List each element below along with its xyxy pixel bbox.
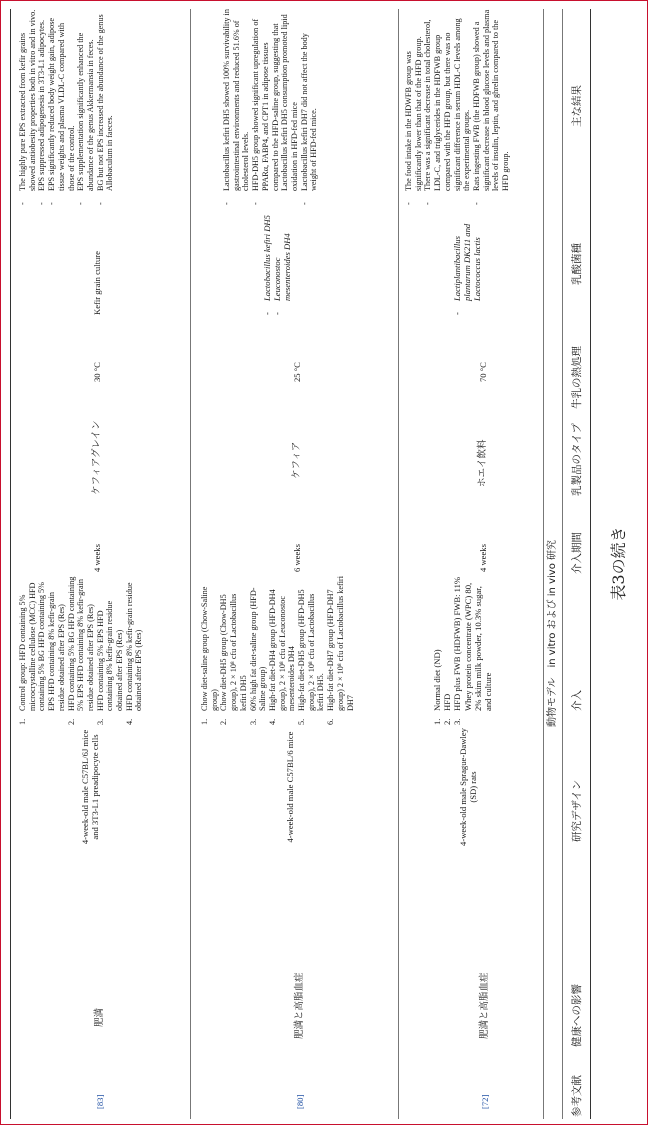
row2-results: - Lactobacillus kefiri DH5 showed 100% survivability in gastrointestinal environments and reduced 51.6% of cholesterol levels. - HFD-DH5 group showed significant upregulation of PPARα, FABP4, and CPT1 in adipose tissues compared to the HFD-saline group, suggesting that Lactobacillus kefiri DH5 consumption promoted lipid oxidation in HFD-fed mice - Lactobacillus kefiri DH7 did not affect the body weight of HFD-fed mice. [222, 9, 319, 205]
intervention-item: 60% high fat diet-saline group (HFD-Saline group) [248, 587, 268, 711]
rule-row1 [398, 9, 399, 1119]
row2-product: ケフィア [291, 441, 302, 479]
row1-design: 4-week-old male Sprague-Dawley (SD) rats [458, 728, 479, 846]
row1-strains: - Lactiplantibacillus plantarum DK211 and Lactococcus lactis [452, 223, 483, 315]
intervention-item: Normal diet (ND) [432, 649, 442, 711]
intervention-item: Chow diet-DH5 group (Chow-DH5 group), 2 × 10⁸ cfu of Lactobacillus kefiri DH5 [219, 593, 248, 711]
header-ref: 参考文献 [571, 1075, 583, 1117]
header-intervention: 介入 [571, 690, 583, 711]
result-item: The food intake in the HDWFB group was significantly lower than that of the HFD group. [404, 36, 423, 191]
header-heat: 牛乳の熱処理 [571, 346, 583, 409]
row1-ref[interactable] [480, 1095, 490, 1109]
intervention-item: HFD containing 8% kefir-grain residue obtained after EPS (Res) [124, 582, 144, 711]
intervention-item: HFD containing 5% BG HFD containing 5% EPS HFD containing 8% kefir-grain residue obtained after EPS (Res) [66, 576, 95, 711]
row2-ref[interactable] [295, 1095, 305, 1109]
result-item: EPS suppressed adipogenesis in 3T3-L1 adipocytes. [37, 19, 47, 191]
header-strains: 乳酸菌種 [571, 243, 583, 285]
row3-design: 4-week-old male C57BL/6J mice and 3T3-L1 preadipocyte cells [80, 729, 101, 845]
result-item: The highly pure EPS extracted from kefir grains showed antiobesity properties both in vitro and in vivo. [18, 9, 37, 191]
table-title: 表3の続き [609, 526, 628, 601]
intervention-item: HFD plus FWB (HDFWB) FWB: 11% Whey protein concentrate (WPC) 80, 2% skim milk powder, 10.3% sugar, and culture [452, 576, 494, 711]
intervention-item: HFD containing 5% EPS HFD containing 8% kefir-grain residue obtained after EPS (Res) [95, 600, 125, 711]
row3-heat: 30 °C [92, 362, 102, 382]
row2-design: 4-week-old male C57BL/6 mice [285, 731, 295, 843]
row3-strains [92, 207, 102, 315]
header-effect: 健康への影響 [571, 984, 583, 1047]
intervention-item: High-fat diet-DH7 group (HFD-DH7 group) 2 × 10⁸ cfu of Lactobacillus kefiri DH7 [326, 575, 355, 711]
result-item: BG but not EPS increased the abundance of the genus Allobaculum in faeces. [95, 14, 115, 191]
result-item: Lactobacillus kefiri DH7 did not affect the body weight of HFD-fed mice. [299, 33, 319, 191]
strain-item: Kefir grain culture [92, 251, 102, 315]
rule-row2 [190, 9, 191, 1119]
row1-product: ホエイ飲料 [477, 439, 488, 487]
row1-intervention: 1. Normal diet (ND) 2. HFD 3. HFD plus FWB (HDFWB) FWB: 11% Whey protein concentrate (WPC) 80, 2% skim milk powder, 10.3% sugar, and culture [432, 576, 494, 725]
strain-item: Lactobacillus kefiri DH5 [262, 215, 272, 301]
header-product: 乳製品のタイプ [571, 423, 583, 496]
rule-top [590, 9, 591, 1119]
intervention-item: Control group: HFD containing 5% microcrystalline cellulose (MCC) HFD containing 5% BG HFD containing 5% EPS HFD containing 8% kefir-grain residue obtained after EPS (Res) [18, 582, 66, 711]
strain-item: Leuconostoc mesenteroides DH4 [272, 233, 293, 301]
ref-link[interactable]: [72] [480, 1094, 490, 1109]
row2-effect: 肥満と高脂血症 [294, 972, 305, 1039]
result-item: EPS significantly reduced body weight gain, adipose tissue weights and plasma VLDL-C compared with those of the control. [47, 17, 76, 191]
intervention-item: High-fat diet-DH4 group (HFD-DH4 group), 2 × 10⁸ cfu of Leuconostoc mesenteroides DH4 [267, 589, 297, 711]
row2-duration: 6 weeks [292, 544, 302, 572]
ref-link[interactable]: [83] [95, 1094, 105, 1109]
row1-heat: 70 °C [478, 362, 488, 382]
strain-item: Lactiplantibacillus plantarum DK211 and Lactococcus lactis [452, 223, 483, 301]
row2-heat: 25 °C [292, 362, 302, 382]
header-duration: 介入期間 [571, 532, 583, 574]
row2-strains: - Lactobacillus kefiri DH5 - Leuconostoc mesenteroides DH4 [262, 215, 293, 315]
intervention-item: High-fat diet-DH5 group (HFD-DH5 group), 2 × 10⁸ cfu of Lactobacillus kefiri DH5. [297, 589, 326, 711]
row3-product: ケフィアグレイン [91, 420, 102, 495]
header-design: 研究デザイン [571, 779, 583, 842]
row1-results: - The food intake in the HDWFB group was significantly lower than that of the HFD group. - There was a significant decrease in total cholesterol, LDL-C, and triglycerides in the HDFWB group compared with the HFD group, but there was no significant difference in serum HDL-C levels among the experimental groups. - Rats ingesting FWB (the HDFWB group) showed a significant decrease in blood glucose levels and plasma levels of insulin, leptin, and ghrelin compared to the HFD group. [404, 9, 511, 205]
row2-intervention: 1. Chow diet-saline group (Chow-Saline group) 2. Chow diet-DH5 group (Chow-DH5 group), 2 × 10⁸ cfu of Lactobacillus kefiri DH5 3. 60% high fat diet-saline group (HFD-Saline group) 4. High-fat diet-DH4 group (HFD-DH4 group), 2 × 10⁸ cfu of Leuconostoc mesenteroides DH4 5. High-fat diet-DH5 group (HFD-DH5 group), 2 × 10⁸ cfu of Lactobacillus kefiri DH5. 6. High-fat diet-DH7 group (HFD-DH7 group) 2 × 10⁸ cfu of Lactobacillus kefiri DH7 [200, 575, 355, 725]
header-results: 主な結果 [571, 85, 583, 127]
row3-effect: 肥満 [94, 1007, 105, 1027]
rule-bottom [10, 9, 11, 1119]
row1-duration: 4 weeks [478, 544, 488, 572]
result-item: Lactobacillus kefiri DH5 showed 100% survivability in gastrointestinal environments and reduced 51.6% of cholesterol levels. [222, 9, 251, 191]
subheader: 動物モデル in vitro および in vivo 研究 [547, 540, 558, 727]
rule-header [562, 9, 563, 1119]
result-item: HFD-DH5 group showed significant upregulation of PPARα, FABP4, and CPT1 in adipose tissues compared to the HFD-saline group, suggesting that Lactobacillus kefiri DH5 consumption promoted lipid oxidation in HFD-fed mice [251, 14, 299, 191]
result-item: There was a significant decrease in total cholesterol, LDL-C, and triglycerides in the HDFWB group compared with the HFD group, but there was no significant difference in serum HDL-C levels among the experimental groups. [423, 18, 472, 191]
intervention-item: Chow diet-saline group (Chow-Saline group) [200, 586, 219, 711]
row3-intervention: 1. Control group: HFD containing 5% microcrystalline cellulose (MCC) HFD containing 5% BG HFD containing 5% EPS HFD containing 8% kefir-grain residue obtained after EPS (Res) 2. HFD containing 5% BG HFD containing 5% EPS HFD containing 8% kefir-grain residue obtained after EPS (Res) 3. HFD containing 5% EPS HFD containing 8% kefir-grain residue obtained after EPS (Res) 4. HFD containing 8% kefir-grain residue obtained after EPS (Res) [18, 576, 144, 725]
result-item: Rats ingesting FWB (the HDFWB group) showed a significant decrease in blood glucose levels and plasma levels of insulin, leptin, and ghrelin compared to the HFD group. [471, 9, 511, 191]
row3-ref[interactable] [95, 1095, 105, 1109]
row1-effect: 肥満と高脂血症 [479, 972, 490, 1039]
row3-duration: 4 weeks [92, 544, 102, 572]
row3-results: - The highly pure EPS extracted from kefir grains showed antiobesity properties both in vitro and in vivo. - EPS suppressed adipogenesis in 3T3-L1 adipocytes. - EPS significantly reduced body weight gain, adipose tissue weights and plasma VLDL-C compared with those of the control. - EPS supplementation significantly enhanced the abundance of the genus Akkermansia in feces. - BG but not EPS increased the abundance of the genus Allobaculum in faeces. [18, 9, 115, 205]
ref-link[interactable]: [80] [295, 1094, 305, 1109]
intervention-item: HFD [442, 693, 453, 711]
rule-subheader [543, 9, 544, 1119]
result-item: EPS supplementation significantly enhanced the abundance of the genus Akkermansia in feces. [76, 32, 95, 191]
